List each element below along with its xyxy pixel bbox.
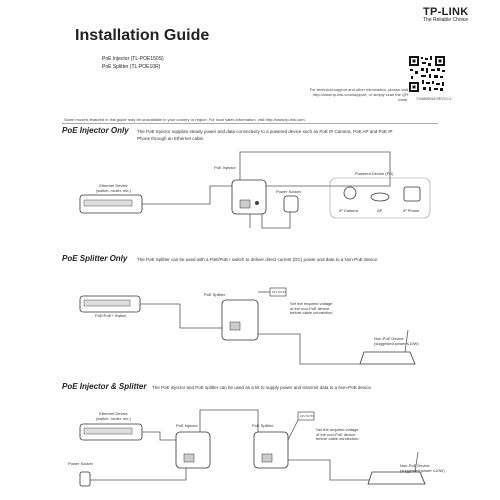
label-non-poe: Non-PoE Device (suggested power ≤10W) xyxy=(374,336,419,346)
label-non-poe-2: Non-PoE Device (suggested power ≤10W) xyxy=(400,463,445,473)
label-voltage: 12V 9V 5V xyxy=(272,290,287,294)
ip-camera-icon xyxy=(344,187,356,199)
label-power-socket: Power Socket xyxy=(276,189,301,194)
splitter-diagram xyxy=(80,288,415,364)
section-desc-injector: The PoE Injector supplies steady power and data connectivity to a powered device such as PoE IP Camera, PoE AP and PoE IP Phone through an Ethernet cable. xyxy=(137,129,393,141)
poe-injector-icon xyxy=(232,180,266,214)
label-poe-injector-2: PoE Injector xyxy=(176,423,198,428)
page-title: Installation Guide xyxy=(75,27,210,44)
section-heading-splitter: PoE Splitter Only xyxy=(62,254,128,263)
section-heading-injector: PoE Injector Only xyxy=(62,126,129,135)
power-socket-icon xyxy=(284,196,298,212)
section-heading-both: PoE Injector & Splitter xyxy=(62,382,147,391)
product-injector: PoE Injector (TL-POE150S) xyxy=(102,56,164,62)
poe-splitter-icon xyxy=(222,300,258,340)
router-icon xyxy=(360,352,415,364)
brand-name: TP-LINK xyxy=(423,6,469,18)
label-switch: PoE/PoE+ Switch xyxy=(95,313,127,318)
power-socket-icon-2 xyxy=(80,472,90,486)
label-poe-splitter-2: PoE Splitter xyxy=(252,423,274,428)
label-voltage-2: 12V 9V 5V xyxy=(300,414,315,418)
label-power-socket-2: Power Socket xyxy=(68,461,93,466)
label-ip-phone: IP Phone xyxy=(403,208,420,213)
ap-icon xyxy=(371,193,389,201)
label-powered-device: Powered Device (PD) xyxy=(355,171,394,176)
poe-injector-icon-2 xyxy=(176,432,210,468)
product-splitter: PoE Splitter (TL-POE10R) xyxy=(102,64,161,70)
label-poe-injector: PoE Injector xyxy=(214,165,236,170)
router-icon-2 xyxy=(368,472,425,484)
label-ethernet-device: Ethernet Device (switch, router, etc.) xyxy=(96,183,131,193)
injector-diagram xyxy=(80,152,430,228)
label-voltage-note: Set the required voltage of the non-PoE device before cable connection. xyxy=(290,301,334,315)
label-poe-splitter: PoE Splitter xyxy=(204,292,226,297)
brand-tagline: The Reliable Choice xyxy=(423,17,469,23)
qr-note: For technical support and other information, please visit http://www.tp-link.com/support, or simply scan the QR code. xyxy=(309,87,408,102)
section-desc-splitter: The PoE Splitter can be used with a PoE/PoE+ switch to deliver direct current (DC) power and data to a Non-PoE device. xyxy=(137,257,379,262)
section-desc-both: The PoE injector and PoE splitter can be used as a kit to supply power and transmit data to a Non-PoE device. xyxy=(152,385,373,390)
label-ap: AP xyxy=(377,208,383,213)
label-voltage-note-2: Set the required voltage of the non-PoE device before cable connection. xyxy=(316,427,360,441)
availability-note: Some models featured in this guide may be unavailable in your country or region. For local sales information, visit http://www.tp-link.com. xyxy=(64,117,306,122)
label-ethernet-device-2: Ethernet Device (switch, router, etc.) xyxy=(96,411,131,421)
label-ip-camera: IP Camera xyxy=(339,208,359,213)
kit-diagram xyxy=(80,410,425,486)
ip-phone-icon xyxy=(404,187,420,201)
doc-code: 7106505918 REV3.0.2 xyxy=(416,97,452,101)
poe-splitter-icon-2 xyxy=(254,432,288,468)
